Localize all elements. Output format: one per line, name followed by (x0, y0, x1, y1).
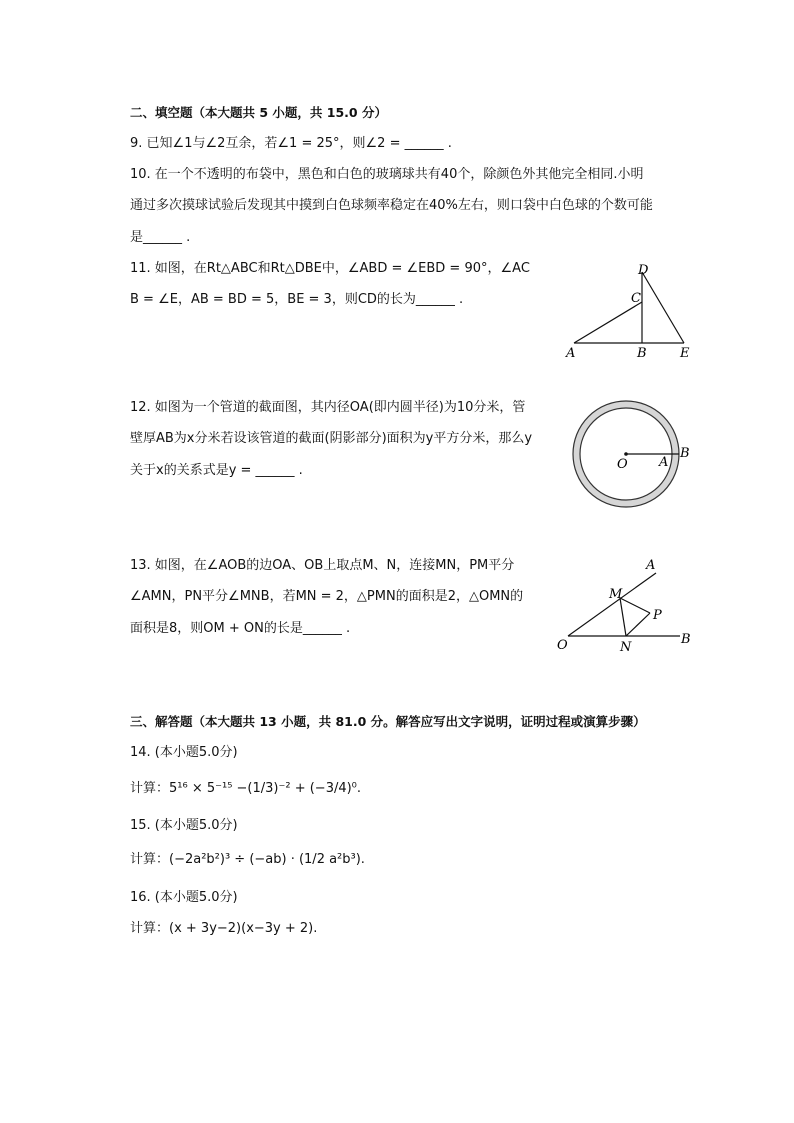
question-13-line-1: 13. 如图，在∠AOB的边OA、OB上取点M、N，连接MN，PM平分 (130, 558, 515, 573)
question-15-expression: 计算：(−2a²b²)³ ÷ (−ab) · (1/2 a²b³). (130, 852, 365, 867)
label-m: M (609, 587, 623, 602)
label-o: O (617, 457, 628, 472)
question-12-line-2: 壁厚AB为x分米若设该管道的截面(阴影部分)面积为y平方分米，那么y (130, 431, 533, 446)
segment-mp (620, 598, 650, 613)
label-p: P (653, 608, 662, 623)
label-b: B (681, 632, 691, 647)
label-n: N (620, 640, 632, 655)
label-a: A (659, 455, 669, 470)
label-e: E (680, 346, 690, 361)
label-d: D (638, 263, 649, 278)
question-16-title: 16. (本小题5.0分) (130, 890, 238, 905)
question-15-title: 15. (本小题5.0分) (130, 818, 238, 833)
figure-11-triangles (560, 258, 700, 368)
question-11-line-1: 11. 如图，在Rt△ABC和Rt△DBE中，∠ABD = ∠EBD = 90°，∠AC (130, 261, 530, 276)
question-11-line-2: B = ∠E，AB = BD = 5，BE = 3，则CD的长为______ . (130, 292, 464, 307)
question-10-line-3: 是______ . (130, 230, 191, 245)
question-13-line-3: 面积是8，则OM + ON的长是______ . (130, 621, 351, 636)
segment-mn (620, 598, 626, 636)
section-3-heading: 三、解答题（本大题共 13 小题，共 81.0 分。解答应写出文字说明，证明过程或演算步骤） (130, 714, 646, 729)
segment-np (626, 613, 650, 636)
question-12-line-1: 12. 如图为一个管道的截面图，其内径OA(即内圆半径)为10分米，管 (130, 400, 526, 415)
question-12-line-3: 关于x的关系式是y = ______ . (130, 463, 303, 478)
question-13-line-2: ∠AMN，PN平分∠MNB，若MN = 2，△PMN的面积是2，△OMN的 (130, 589, 524, 604)
label-a: A (566, 346, 576, 361)
figure-12-pipe-cross-section (570, 398, 700, 510)
label-a: A (646, 558, 656, 573)
question-9: 9. 已知∠1与∠2互余，若∠1 = 25°，则∠2 = ______ . (130, 136, 452, 151)
question-16-expression: 计算：(x + 3y−2)(x−3y + 2). (130, 921, 318, 936)
label-b: B (680, 446, 690, 461)
question-14-title: 14. (本小题5.0分) (130, 745, 238, 760)
section-2-heading: 二、填空题（本大题共 5 小题，共 15.0 分） (130, 105, 387, 120)
segment-de (642, 272, 684, 343)
label-o: O (557, 638, 568, 653)
segment-ac (574, 302, 642, 343)
figure-13-angle (550, 555, 700, 655)
label-b: B (637, 346, 647, 361)
question-10-line-1: 10. 在一个不透明的布袋中，黑色和白色的玻璃球共有40个，除颜色外其他完全相同.小明 (130, 167, 644, 182)
question-14-expression: 计算：5¹⁶ × 5⁻¹⁵ −(1/3)⁻² + (−3/4)⁰. (130, 781, 362, 796)
label-c: C (631, 291, 641, 306)
ray-oa (568, 573, 656, 636)
question-10-line-2: 通过多次摸球试验后发现其中摸到白色球频率稳定在40%左右，则口袋中白色球的个数可能 (130, 198, 653, 213)
